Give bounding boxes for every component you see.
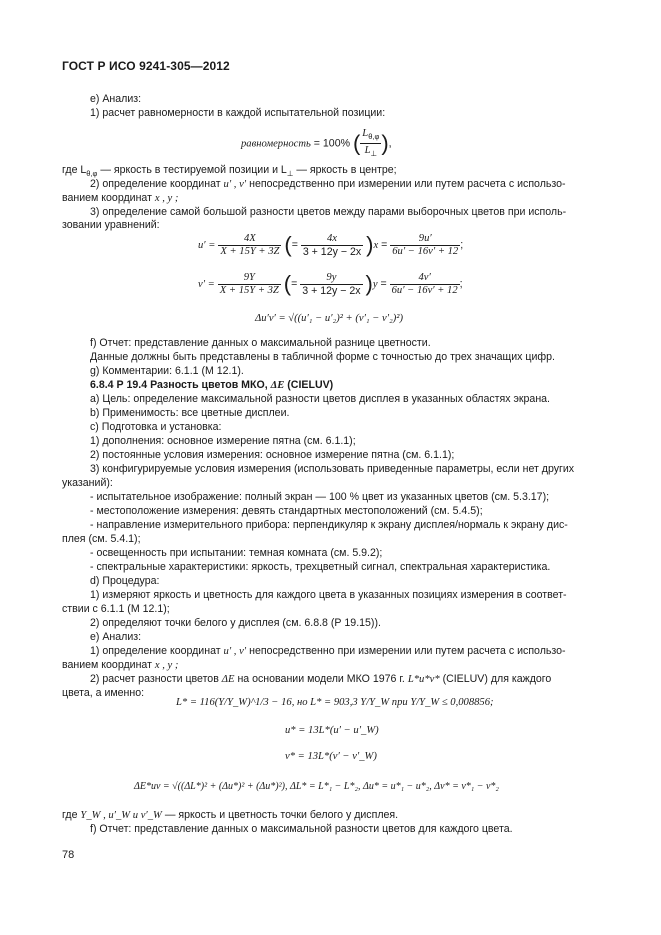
num-4x: 4x xyxy=(301,233,363,246)
text-line xyxy=(62,809,398,822)
coords-uv: u′ , v′ xyxy=(223,179,247,190)
text-line: - местоположение измерения: девять стандартных местоположений (см. 5.4.5); xyxy=(90,505,483,517)
section-heading xyxy=(90,379,333,392)
den-uv: 6u′ − 16v′ + 12 xyxy=(392,245,459,257)
text-line: 3) определение самой большой разности цветов между парами выборочных цветов при исполь- xyxy=(90,206,567,218)
num-9Y: 9Y xyxy=(218,272,281,285)
text-fragment: (CIELUV) для каждого xyxy=(442,673,552,685)
text-fragment: где L xyxy=(62,164,87,176)
delta-e-symbol: ΔE xyxy=(270,380,285,391)
text-line: 1) измеряют яркость и цветность для каждого цвета в указанных позициях измерения в соответ- xyxy=(90,589,567,601)
text-fragment: где xyxy=(62,809,78,821)
text-line: 2) постоянные условия измерения: основное измерение пятна (см. 6.1.1); xyxy=(90,449,455,461)
text-fragment: непосредственно при измерении или путем расчета с использо- xyxy=(249,645,566,657)
v-prime-label: v′ = xyxy=(198,278,215,290)
text-line: a) Цель: определение максимальной разности цветов дисплея в указанных областях экрана. xyxy=(90,393,550,405)
text-line: указаний): xyxy=(62,477,113,489)
coords-xy: x , y ; xyxy=(154,193,179,204)
text-line: f) Отчет: представление данных о максимальной разности цветов для каждого цвета. xyxy=(90,823,513,835)
l-perp: L xyxy=(364,145,371,157)
text-line: цвета, а именно: xyxy=(62,687,145,699)
text-line: 2) определяют точки белого у дисплея (см. 6.8.8 (Р 19.15)). xyxy=(90,617,381,629)
num-9y: 9y xyxy=(300,272,362,285)
text-line xyxy=(62,192,178,205)
text-line: c) Подготовка и установка: xyxy=(90,421,222,433)
page-number: 78 xyxy=(62,849,75,861)
v-prime-formula: v′ = $\frac{9Y}{X + 15Y + 3Z}$ (= $\frac{9y}{3 + 12y - 2x}$ )y = $\frac{4v'}{6u' - 16v' + 12}$ ; xyxy=(198,271,463,297)
text-line: 1) расчет равномерности в каждой испытательной позиции: xyxy=(90,107,386,119)
text-line: e) Анализ: xyxy=(90,631,142,643)
luv-symbol: L*u*v* xyxy=(407,674,440,685)
text-fragment: ванием координат xyxy=(62,192,152,204)
text-line: g) Комментарии: 6.1.1 (М 12.1). xyxy=(90,365,244,377)
text-line: - направление измерительного прибора: перпендикуляр к экрану дисплея/нормаль к экрану дис- xyxy=(90,519,568,531)
text-line: - испытательное изображение: полный экран — 100 % цвет из указанных цветов (см. 5.3.17); xyxy=(90,491,550,503)
coords-xy: x , y ; xyxy=(154,660,179,671)
num-9u: 9u′ xyxy=(390,233,460,246)
white-point-symbols: Y_W , u′_W и v′_W xyxy=(80,810,162,821)
u-prime-formula: u′ = $\frac{4X}{X + 15Y + 3Z}$ (= $\frac{4x}{3 + 12y - 2x}$ )x = $\frac{9u'}{6u' - 16v' + 12}$ ; xyxy=(198,232,464,258)
text-line: 3) конфигурируемые условия измерения (использовать приведенные параметры, если нет других xyxy=(90,463,575,475)
text-line: d) Процедура: xyxy=(90,575,160,587)
num-4X: 4X xyxy=(218,233,281,246)
document-header: ГОСТ Р ИСО 9241-305—2012 xyxy=(62,59,230,73)
text-line xyxy=(90,178,566,191)
text-line xyxy=(90,645,566,658)
delta-e-symbol: ΔE xyxy=(221,674,235,685)
text-line: f) Отчет: представление данных о максимальной разнице цветности. xyxy=(90,337,431,349)
text-line: 1) дополнения: основное измерение пятна (см. 6.1.1); xyxy=(90,435,356,447)
coords-uv: u′ , v′ xyxy=(223,646,247,657)
heading-text: 6.8.4 Р 19.4 Разность цветов МКО, xyxy=(90,379,268,391)
text-line: где $L_{\theta,\varphi}$ — яркость в тестируемой позиции и $L_\perp$ — яркость в центре; xyxy=(62,164,397,179)
den-xy: 3 + 12y − 2x xyxy=(302,245,362,258)
text-line: ствии с 6.1.1 (М 12.1); xyxy=(62,603,170,615)
text-line: - спектральные характеристики: яркость, трехцветный сигнал, спектральная характеристика. xyxy=(90,561,551,573)
text-fragment: на основании модели МКО 1976 г. xyxy=(237,673,405,685)
den-xy: 3 + 12y − 2x xyxy=(302,284,361,297)
text-fragment: ванием координат xyxy=(62,659,152,671)
text-line xyxy=(62,659,178,672)
text-fragment: 2) расчет разности цветов xyxy=(90,673,219,685)
heading-text: (CIELUV) xyxy=(287,379,334,391)
text-fragment: — яркость и цветность точки белого у дисплея. xyxy=(164,809,399,821)
text-line: b) Применимость: все цветные дисплеи. xyxy=(90,407,290,419)
lum-sub: θ,φ xyxy=(368,132,380,142)
text-line: e) Анализ: xyxy=(90,93,142,105)
text-line: Данные должны быть представлены в табличной форме с точностью до трех значащих цифр. xyxy=(90,351,555,363)
uniformity-eq: = 100% xyxy=(313,137,351,150)
delta-e-formula: ΔE*uv = √((ΔL*)² + (Δu*)² + (Δu*)²), ΔL* = L*₁ − L*₂, Δu* = u*₁ − u*₂, Δv* = v*₁ − v*₂ xyxy=(134,781,499,792)
text-fragment: непосредственно при измерении или путем расчета с использо- xyxy=(249,178,566,190)
text-line: - освещенность при испытании: темная комната (см. 5.9.2); xyxy=(90,547,383,559)
perp-sub: ⊥ xyxy=(370,149,378,159)
den-XYZ: X + 15Y + 3Z xyxy=(219,284,279,296)
lstar-formula: L* = 116(Y/Y_W)^1/3 − 16, но L* = 903,3 Y/Y_W при Y/Y_W ≤ 0,008856; xyxy=(176,697,494,708)
uniformity-label: равномерность xyxy=(241,138,311,150)
uniformity-formula: равномерность = 100% ( $\frac{L_{\theta,\varphi}}{L_\perp}$ ), xyxy=(241,128,392,159)
text-line xyxy=(90,673,551,686)
den-XYZ: X + 15Y + 3Z xyxy=(220,245,280,257)
text-fragment: 2) определение координат xyxy=(90,178,221,190)
u-prime-label: u′ = xyxy=(198,239,216,251)
num-4v: 4v′ xyxy=(390,272,460,285)
text-line: зовании уравнений: xyxy=(62,219,160,231)
text-line: плея (см. 5.4.1); xyxy=(62,533,141,545)
delta-uv-formula: Δu′v′ = √((u′₁ − u′₂)² + (v′₁ − v′₂)²) xyxy=(255,313,403,324)
den-uv: 6u′ − 16v′ + 12 xyxy=(391,284,458,296)
text-fragment: — яркость в центре; xyxy=(296,164,397,176)
ustar-formula: u* = 13L*(u′ − u′_W) xyxy=(285,725,379,736)
text-fragment: — яркость в тестируемой позиции и L xyxy=(100,164,287,176)
vstar-formula: v* = 13L*(v′ − v′_W) xyxy=(285,751,377,762)
text-fragment: 1) определение координат xyxy=(90,645,221,657)
